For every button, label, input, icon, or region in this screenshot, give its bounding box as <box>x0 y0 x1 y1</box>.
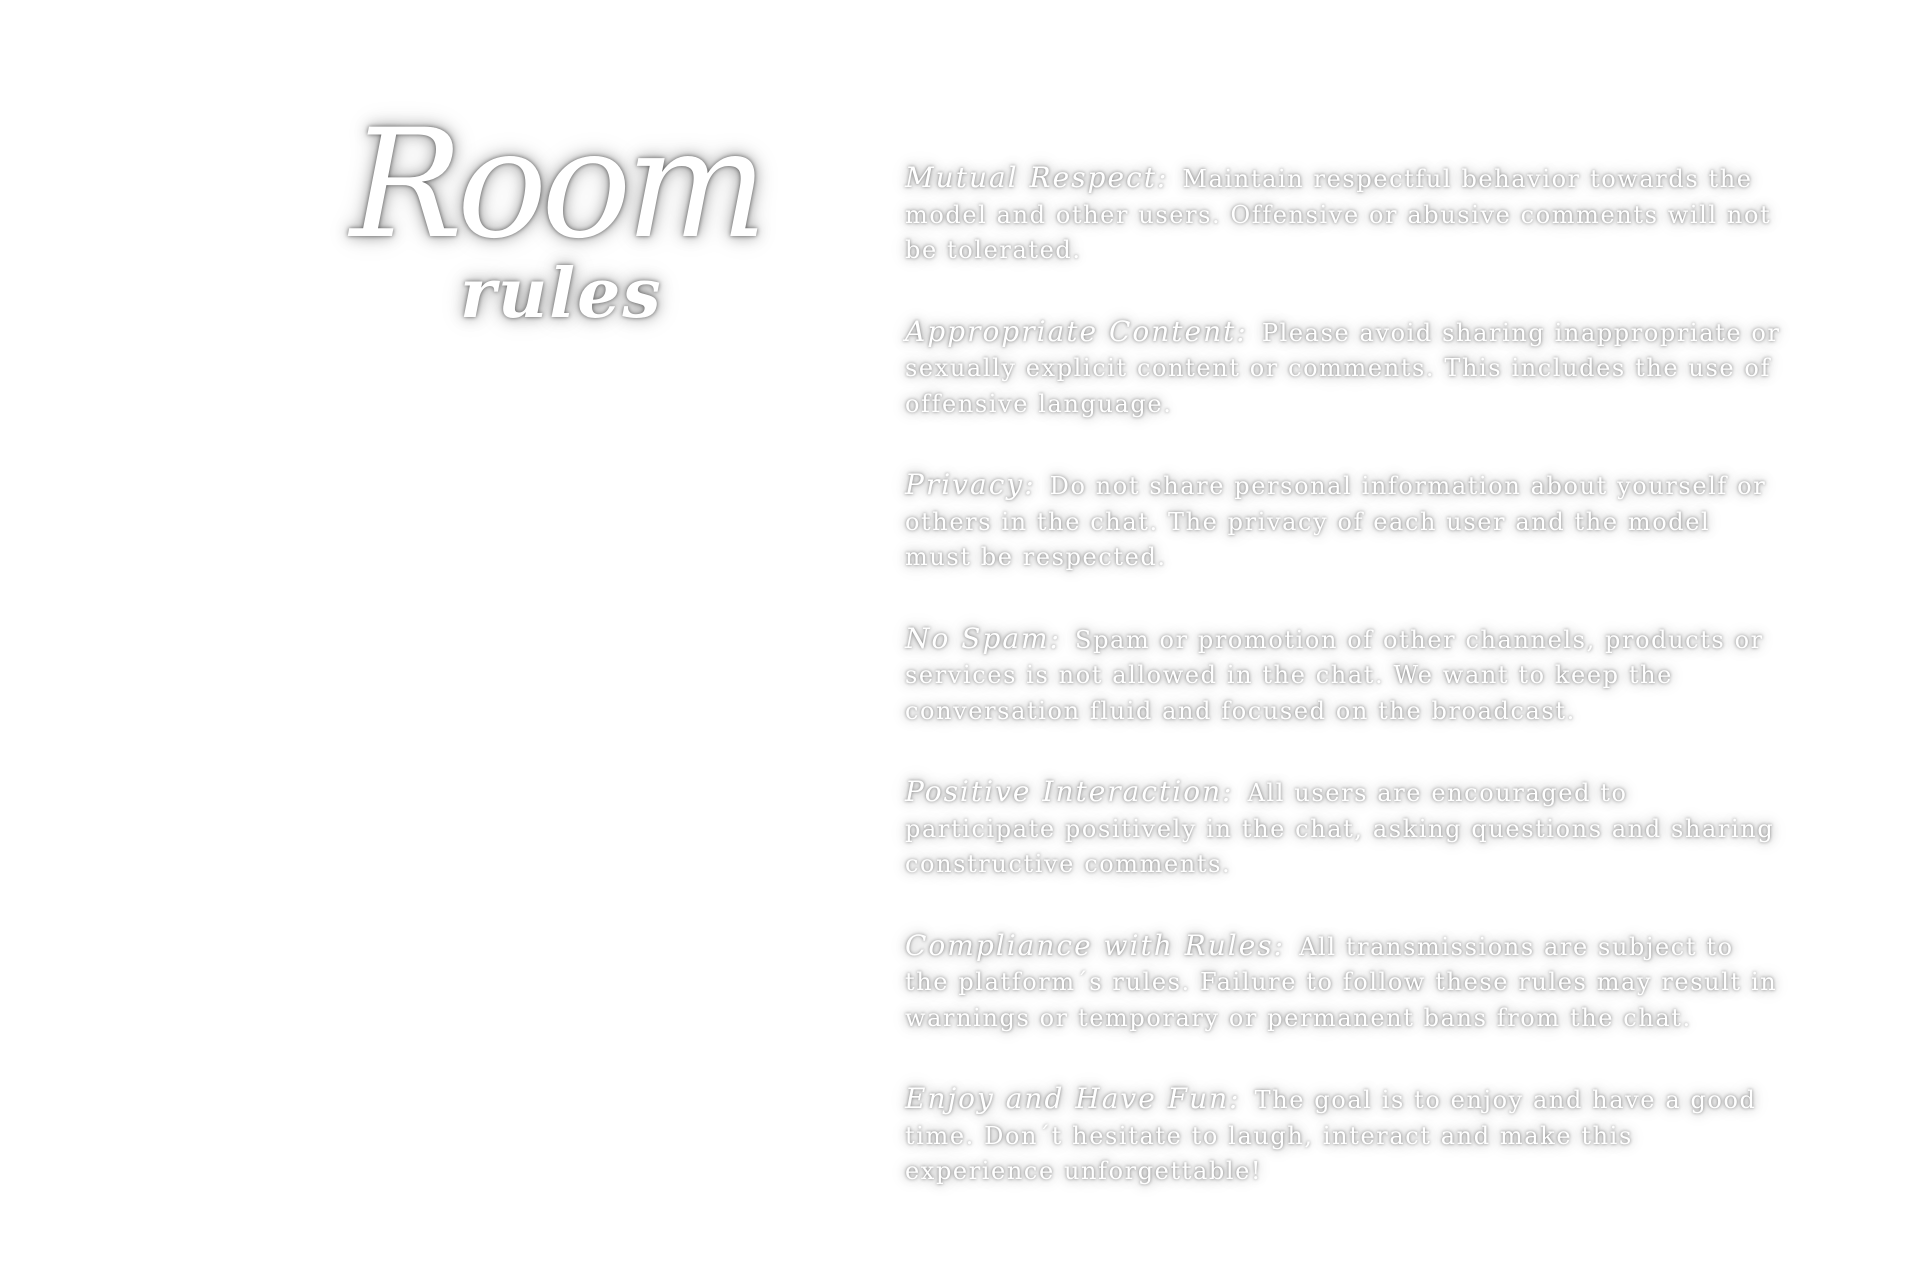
rule-privacy <box>905 467 1785 576</box>
rule-heading: Privacy: <box>905 468 1036 501</box>
rule-enjoy <box>905 1081 1785 1190</box>
rule-text: All transmissions are subject to the platform´s rules. Failure to follow these rules may result in warnings or temporary or permanent bans from the chat. <box>905 932 1778 1032</box>
title-word-rules: rules <box>460 254 663 334</box>
rule-heading: Positive Interaction: <box>905 775 1234 808</box>
rule-heading: No Spam: <box>905 621 1062 655</box>
rule-heading: Enjoy and Have Fun: <box>905 1082 1241 1115</box>
rule-text: Do not share personal information about yourself or others in the chat. The privacy of each user and the model must be respected. <box>905 472 1767 571</box>
rule-text: Spam or promotion of other channels, products or services is not allowed in the chat. We want to keep the conversation fluid and focused on the broadcast. <box>905 625 1764 725</box>
rule-compliance <box>905 928 1785 1037</box>
rule-positive-interaction <box>905 774 1785 883</box>
rule-appropriate-content <box>905 314 1785 423</box>
rule-text: The goal is to enjoy and have a good time. Don´t hesitate to laugh, interact and make this experience unforgettable! <box>905 1086 1757 1185</box>
rule-text: Maintain respectful behavior towards the model and other users. Offensive or abusive comments will not be tolerated. <box>905 165 1772 264</box>
rule-text: Please avoid sharing inappropriate or sexually explicit content or comments. This includes the use of offensive language. <box>905 318 1781 418</box>
rules-list <box>905 160 1785 1235</box>
rule-text: All users are encouraged to participate positively in the chat, asking questions and sharing constructive comments. <box>905 779 1775 878</box>
page-title <box>340 98 762 350</box>
title-word-room: Room <box>350 98 762 272</box>
rule-heading: Appropriate Content: <box>905 314 1248 348</box>
rule-heading: Compliance with Rules: <box>905 928 1286 962</box>
rule-heading: Mutual Respect: <box>905 161 1169 194</box>
rule-mutual-respect <box>905 160 1785 269</box>
rule-no-spam <box>905 621 1785 730</box>
